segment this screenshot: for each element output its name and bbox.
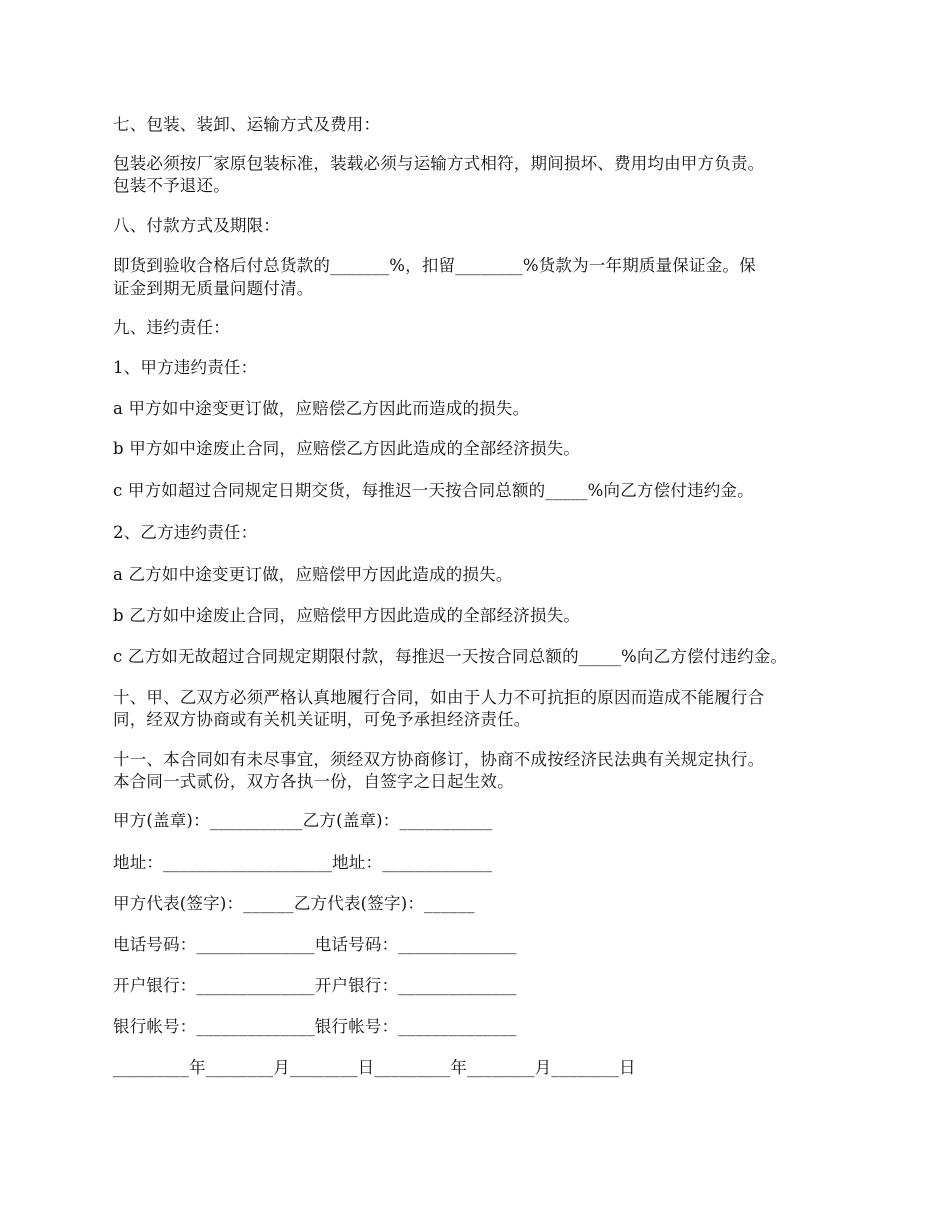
bank-account-line: 银行帐号：______________银行帐号：______________ [113, 1017, 517, 1036]
section-9-heading: 九、违约责任： [113, 318, 230, 337]
party-a-liability-item-c: c 甲方如超过合同规定日期交货，每推迟一天按合同总额的_____%向乙方偿付违约金。 [113, 481, 754, 500]
party-a-liability-heading: 1、甲方违约责任： [113, 358, 258, 377]
representative-signature-line: 甲方代表(签字)：______乙方代表(签字)：______ [113, 894, 475, 913]
party-b-liability-heading: 2、乙方违约责任： [113, 523, 258, 542]
party-b-liability-item-c: c 乙方如无故超过合同规定期限付款，每推迟一天按合同总额的_____%向乙方偿付违约金。 [113, 647, 788, 666]
section-7-text-line-2: 包装不予退还。 [113, 176, 230, 195]
party-a-liability-item-b: b 甲方如中途废止合同，应赔偿乙方因此造成的全部经济损失。 [113, 439, 581, 458]
section-8-heading: 八、付款方式及期限： [113, 216, 280, 235]
section-10-text-line-2: 同，经双方协商或有关机关证明，可免予承担经济责任。 [113, 710, 531, 729]
section-7-text-line-1: 包装必须按厂家原包装标准，装载必须与运输方式相符，期间损坏、费用均由甲方负责。 [113, 154, 765, 173]
bank-line: 开户银行：______________开户银行：______________ [113, 976, 517, 995]
section-11-text-line-1: 十一、本合同如有未尽事宜，须经双方协商修订，协商不成按经济民法典有关规定执行。 [113, 750, 765, 769]
section-8-text-line-1: 即货到验收合格后付总货款的_______%，扣留________%货款为一年期质量保证金。保 [113, 256, 756, 275]
party-a-liability-item-a: a 甲方如中途变更订做，应赔偿乙方因此而造成的损失。 [113, 399, 530, 418]
party-b-liability-item-b: b 乙方如中途废止合同，应赔偿甲方因此造成的全部经济损失。 [113, 606, 581, 625]
section-10-text-line-1: 十、甲、乙双方必须严格认真地履行合同，如由于人力不可抗拒的原因而造成不能履行合 [113, 688, 765, 707]
address-line: 地址：____________________地址：_____________ [113, 853, 493, 872]
section-7-heading: 七、包装、装卸、运输方式及费用： [113, 115, 381, 134]
party-b-liability-item-a: a 乙方如中途变更订做，应赔偿甲方因此造成的损失。 [113, 565, 513, 584]
phone-number-line: 电话号码：______________电话号码：______________ [113, 935, 517, 954]
seal-line: 甲方(盖章)：___________乙方(盖章)：___________ [113, 811, 493, 830]
section-8-text-line-2: 证金到期无质量问题付清。 [113, 279, 314, 298]
section-11-text-line-2: 本合同一式贰份，双方各执一份，自签字之日起生效。 [113, 772, 514, 791]
date-line: _________年________月________日_________年________月________日 [113, 1058, 636, 1077]
